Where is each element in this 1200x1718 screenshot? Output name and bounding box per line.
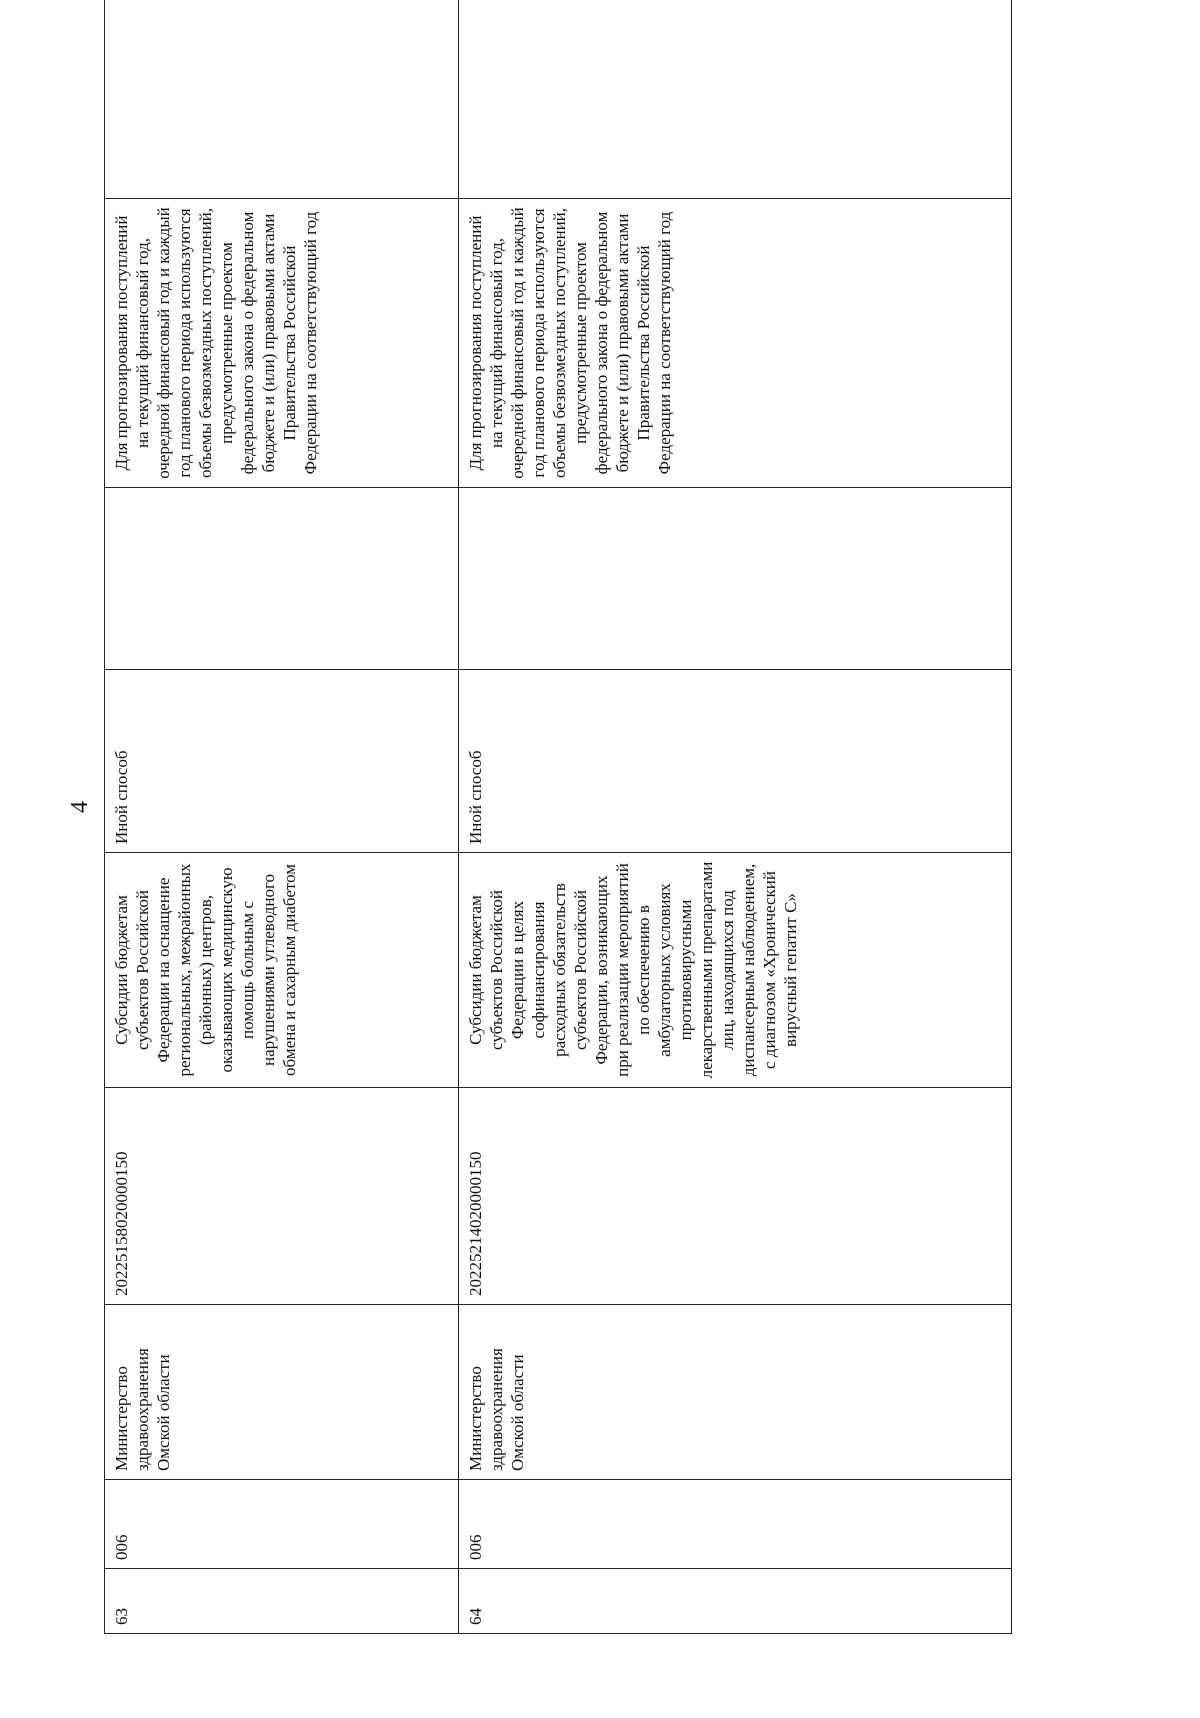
empty-cell bbox=[458, 488, 1011, 670]
forecast-method-cell: Иной способ bbox=[458, 670, 1011, 853]
revenue-forecast-table bbox=[104, 0, 1012, 1634]
empty-cell bbox=[105, 488, 459, 670]
empty-cell bbox=[105, 0, 459, 199]
revenue-name-cell: Субсидии бюджетам субъектов Российской Федерации на оснащение региональных, межрайонных (районных) центров, оказывающих медицинскую помощь больным с нарушениями углеводного обмена и сахарным диабетом bbox=[105, 853, 459, 1088]
forecast-description-cell: Для прогнозирования поступлений на текущий финансовый год, очередной финансовый год и каждый год планового периода используются объемы безвозмездных поступлений, предусмотренные проектом федерального закона о федеральном бюджете и (или) правовыми актами Правительства Российской Федерации на соответствующий год bbox=[105, 199, 459, 488]
row-number-cell: 63 bbox=[105, 1569, 459, 1634]
kbk-code-cell: 20225214020000150 bbox=[458, 1088, 1011, 1305]
empty-cell bbox=[458, 0, 1011, 199]
table-row bbox=[105, 0, 459, 1634]
page-number: 4 bbox=[67, 801, 93, 813]
kbk-code-cell: 20225158020000150 bbox=[105, 1088, 459, 1305]
admin-code-cell: 006 bbox=[458, 1480, 1011, 1569]
revenue-name-cell: Субсидии бюджетам субъектов Российской Федерации в целях софинансирования расходных обязательств субъектов Российской Федерации, возникающих при реализации мероприятий по обеспечению в амбулаторных условиях противовирусными лекарственными препаратами лиц, находящихся под диспансерным наблюдением, с диагнозом «Хронический вирусный гепатит С» bbox=[458, 853, 1011, 1088]
table-rotation-wrapper bbox=[104, 56, 1012, 1634]
forecast-method-cell: Иной способ bbox=[105, 670, 459, 853]
admin-code-cell: 006 bbox=[105, 1480, 459, 1569]
table-row bbox=[458, 0, 1011, 1634]
administrator-cell: Министерство здравоохранения Омской области bbox=[105, 1305, 459, 1480]
row-number-cell: 64 bbox=[458, 1569, 1011, 1634]
forecast-description-cell: Для прогнозирования поступлений на текущий финансовый год, очередной финансовый год и каждый год планового периода используются объемы безвозмездных поступлений, предусмотренные проектом федерального закона о федеральном бюджете и (или) правовыми актами Правительства Российской Федерации на соответствующий год bbox=[458, 199, 1011, 488]
administrator-cell: Министерство здравоохранения Омской области bbox=[458, 1305, 1011, 1480]
